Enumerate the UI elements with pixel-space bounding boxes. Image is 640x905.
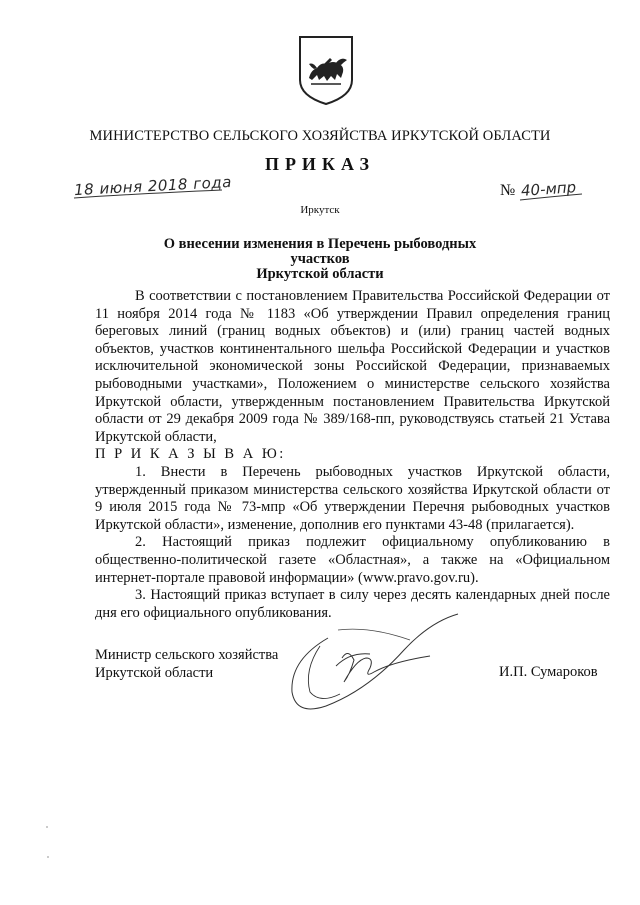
handwritten-number: 40-мпр — [520, 178, 577, 200]
document-heading — [140, 237, 500, 282]
heading-line-1: О внесении изменения в Перечень рыбоводных участков — [163, 236, 477, 267]
number-label: № — [500, 182, 516, 199]
order-item-3: 3. Настоящий приказ вступает в силу через десять календарных дней после дня его официального опубликования. — [95, 587, 610, 621]
scan-speck — [47, 856, 49, 858]
preamble-paragraph: В соответствии с постановлением Правительства Российской Федерации от 11 ноября 2014 года № 1183 «Об утверждении Правил определения границ береговых линий (границ водных объектов) и (или) границ частей водных объектов, участков континентального шельфа Российской Федерации и участков исключительной экономической зоны Российской Федерации, признаваемых рыбоводными участками», Положением о министерстве сельского хозяйства Иркутской области, утвержденным постановлением Правительства Иркутской области от 29 декабря 2009 года № 389/168-пп, руководствуясь статьей 21 Устава Иркутской области, — [95, 288, 610, 445]
document-type-title: ПРИКАЗ — [264, 154, 376, 174]
order-item-1: 1. Внести в Перечень рыбоводных участков Иркутской области, утвержденный приказом министерства сельского хозяйства Иркутской области от 9 июля 2015 года № 73-мпр «Об утверждении Перечня рыбоводных участков Иркутской области», изменение, дополнив его пунктами 43-48 (прилагается). — [95, 463, 610, 533]
ministry-name: МИНИСТЕРСТВО СЕЛЬСКОГО ХОЗЯЙСТВА ИРКУТСКОЙ ОБЛАСТИ — [89, 128, 551, 144]
handwritten-signature — [280, 600, 460, 720]
number-underline-stroke — [518, 192, 588, 204]
signatory-position — [95, 647, 278, 682]
city-name: Иркутск — [300, 204, 340, 216]
signatory-position-line-2: Иркутской области — [95, 664, 214, 681]
heading-line-2: Иркутской области — [256, 266, 384, 282]
order-word: П Р И К А З Ы В А Ю: — [95, 446, 286, 463]
date-underline-stroke — [72, 188, 232, 202]
signatory-name: И.П. Сумароков — [499, 664, 598, 680]
scan-speck — [46, 826, 48, 828]
document-body — [95, 288, 610, 622]
order-item-2: 2. Настоящий приказ подлежит официальному опубликованию в общественно-политической газете «Областная», а также на «Официальном интернет-портале правовой информации» (www.pravo.gov.ru). — [95, 534, 610, 586]
coat-of-arms-emblem — [297, 34, 355, 106]
handwritten-date: 18 июня 2018 года — [73, 172, 233, 200]
signatory-position-line-1: Министр сельского хозяйства — [95, 647, 279, 663]
